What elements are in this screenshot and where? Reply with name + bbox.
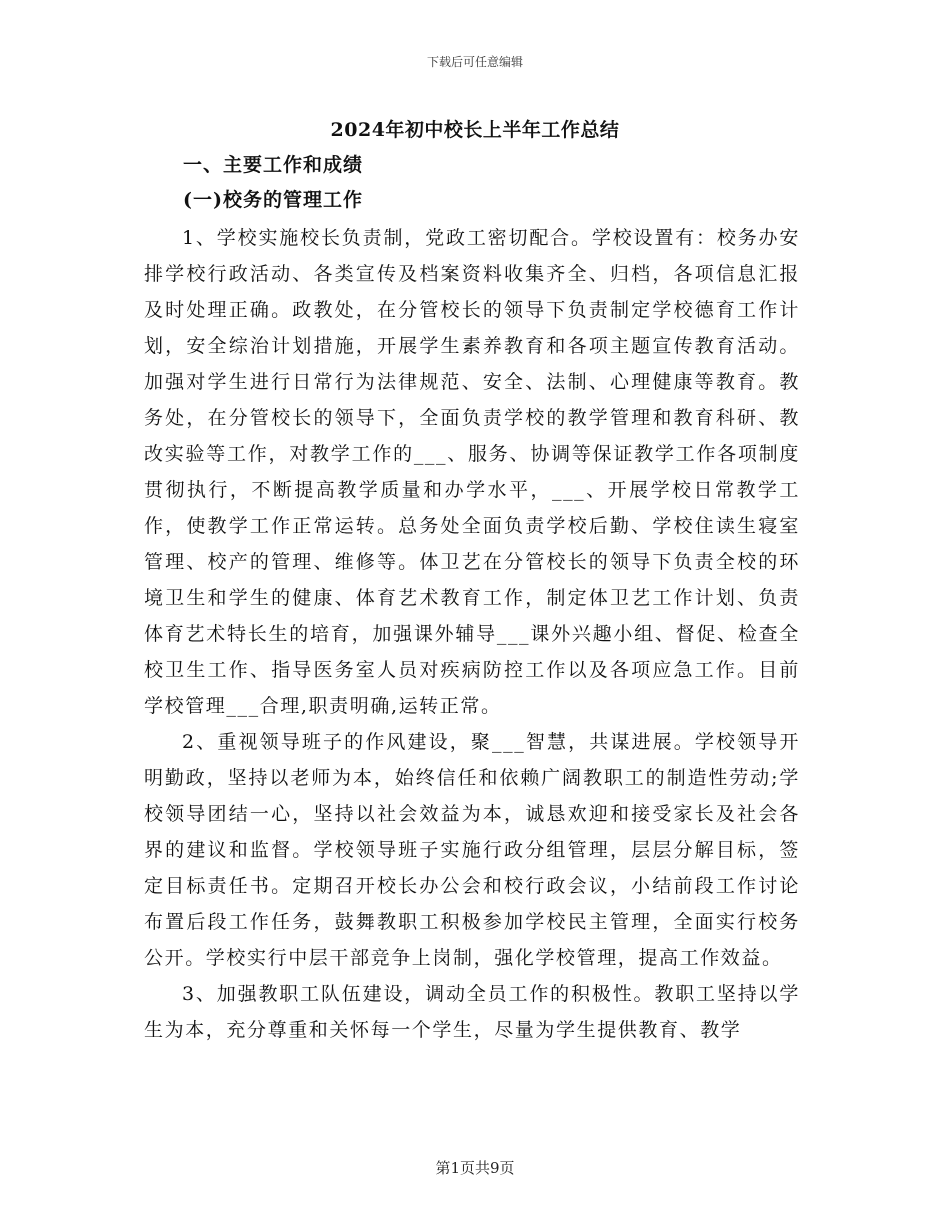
document-title: 2024年初中校长上半年工作总结 bbox=[330, 119, 620, 141]
paragraph-3: 3、加强教职工队伍建设，调动全员工作的积极性。教职工坚持以学生为本，充分尊重和关怀每一个学生，尽量为学生提供教育、教学 bbox=[144, 983, 800, 1041]
document-body bbox=[144, 220, 800, 1048]
paragraph-2: 2、重视领导班子的作风建设，聚___智慧，共谋进展。学校领导开明勤政，坚持以老师为本，始终信任和依赖广阔教职工的制造性劳动;学校领导团结一心，坚持以社会效益为本，诚恳欢迎和接受家长及社会各界的建议和监督。学校领导班子实施行政分组管理，层层分解目标，签定目标责任书。定期召开校长办公会和校行政会议，小结前段工作讨论布置后段工作任务，鼓舞教职工积极参加学校民主管理，全面实行校务公开。学校实行中层干部竞争上岗制，强化学校管理，提高工作效益。 bbox=[144, 731, 800, 969]
sub-section-heading: (一)校务的管理工作 bbox=[183, 189, 363, 211]
header-note: 下载后可任意编辑 bbox=[426, 55, 523, 69]
section-heading: 一、主要工作和成绩 bbox=[183, 154, 364, 176]
page-number-footer: 第1页共9页 bbox=[435, 1159, 515, 1177]
paragraph-1: 1、学校实施校长负责制，党政工密切配合。学校设置有：校务办安排学校行政活动、各类宣传及档案资料收集齐全、归档，各项信息汇报及时处理正确。政教处，在分管校长的领导下负责制定学校德育工作计划，安全综治计划措施，开展学生素养教育和各项主题宣传教育活动。加强对学生进行日常行为法律规范、安全、法制、心理健康等教育。教务处，在分管校长的领导下，全面负责学校的教学管理和教育科研、教改实验等工作，对教学工作的___、服务、协调等保证教学工作各项制度贯彻执行，不断提高教学质量和办学水平，___、开展学校日常教学工作，使教学工作正常运转。总务处全面负责学校后勤、学校住读生寝室管理、校产的管理、维修等。体卫艺在分管校长的领导下负责全校的环境卫生和学生的健康、体育艺术教育工作，制定体卫艺工作计划、负责体育艺术特长生的培育，加强课外辅导___课外兴趣小组、督促、检查全校卫生工作、指导医务室人员对疾病防控工作以及各项应急工作。目前学校管理___合理,职责明确,运转正常。 bbox=[144, 227, 800, 717]
